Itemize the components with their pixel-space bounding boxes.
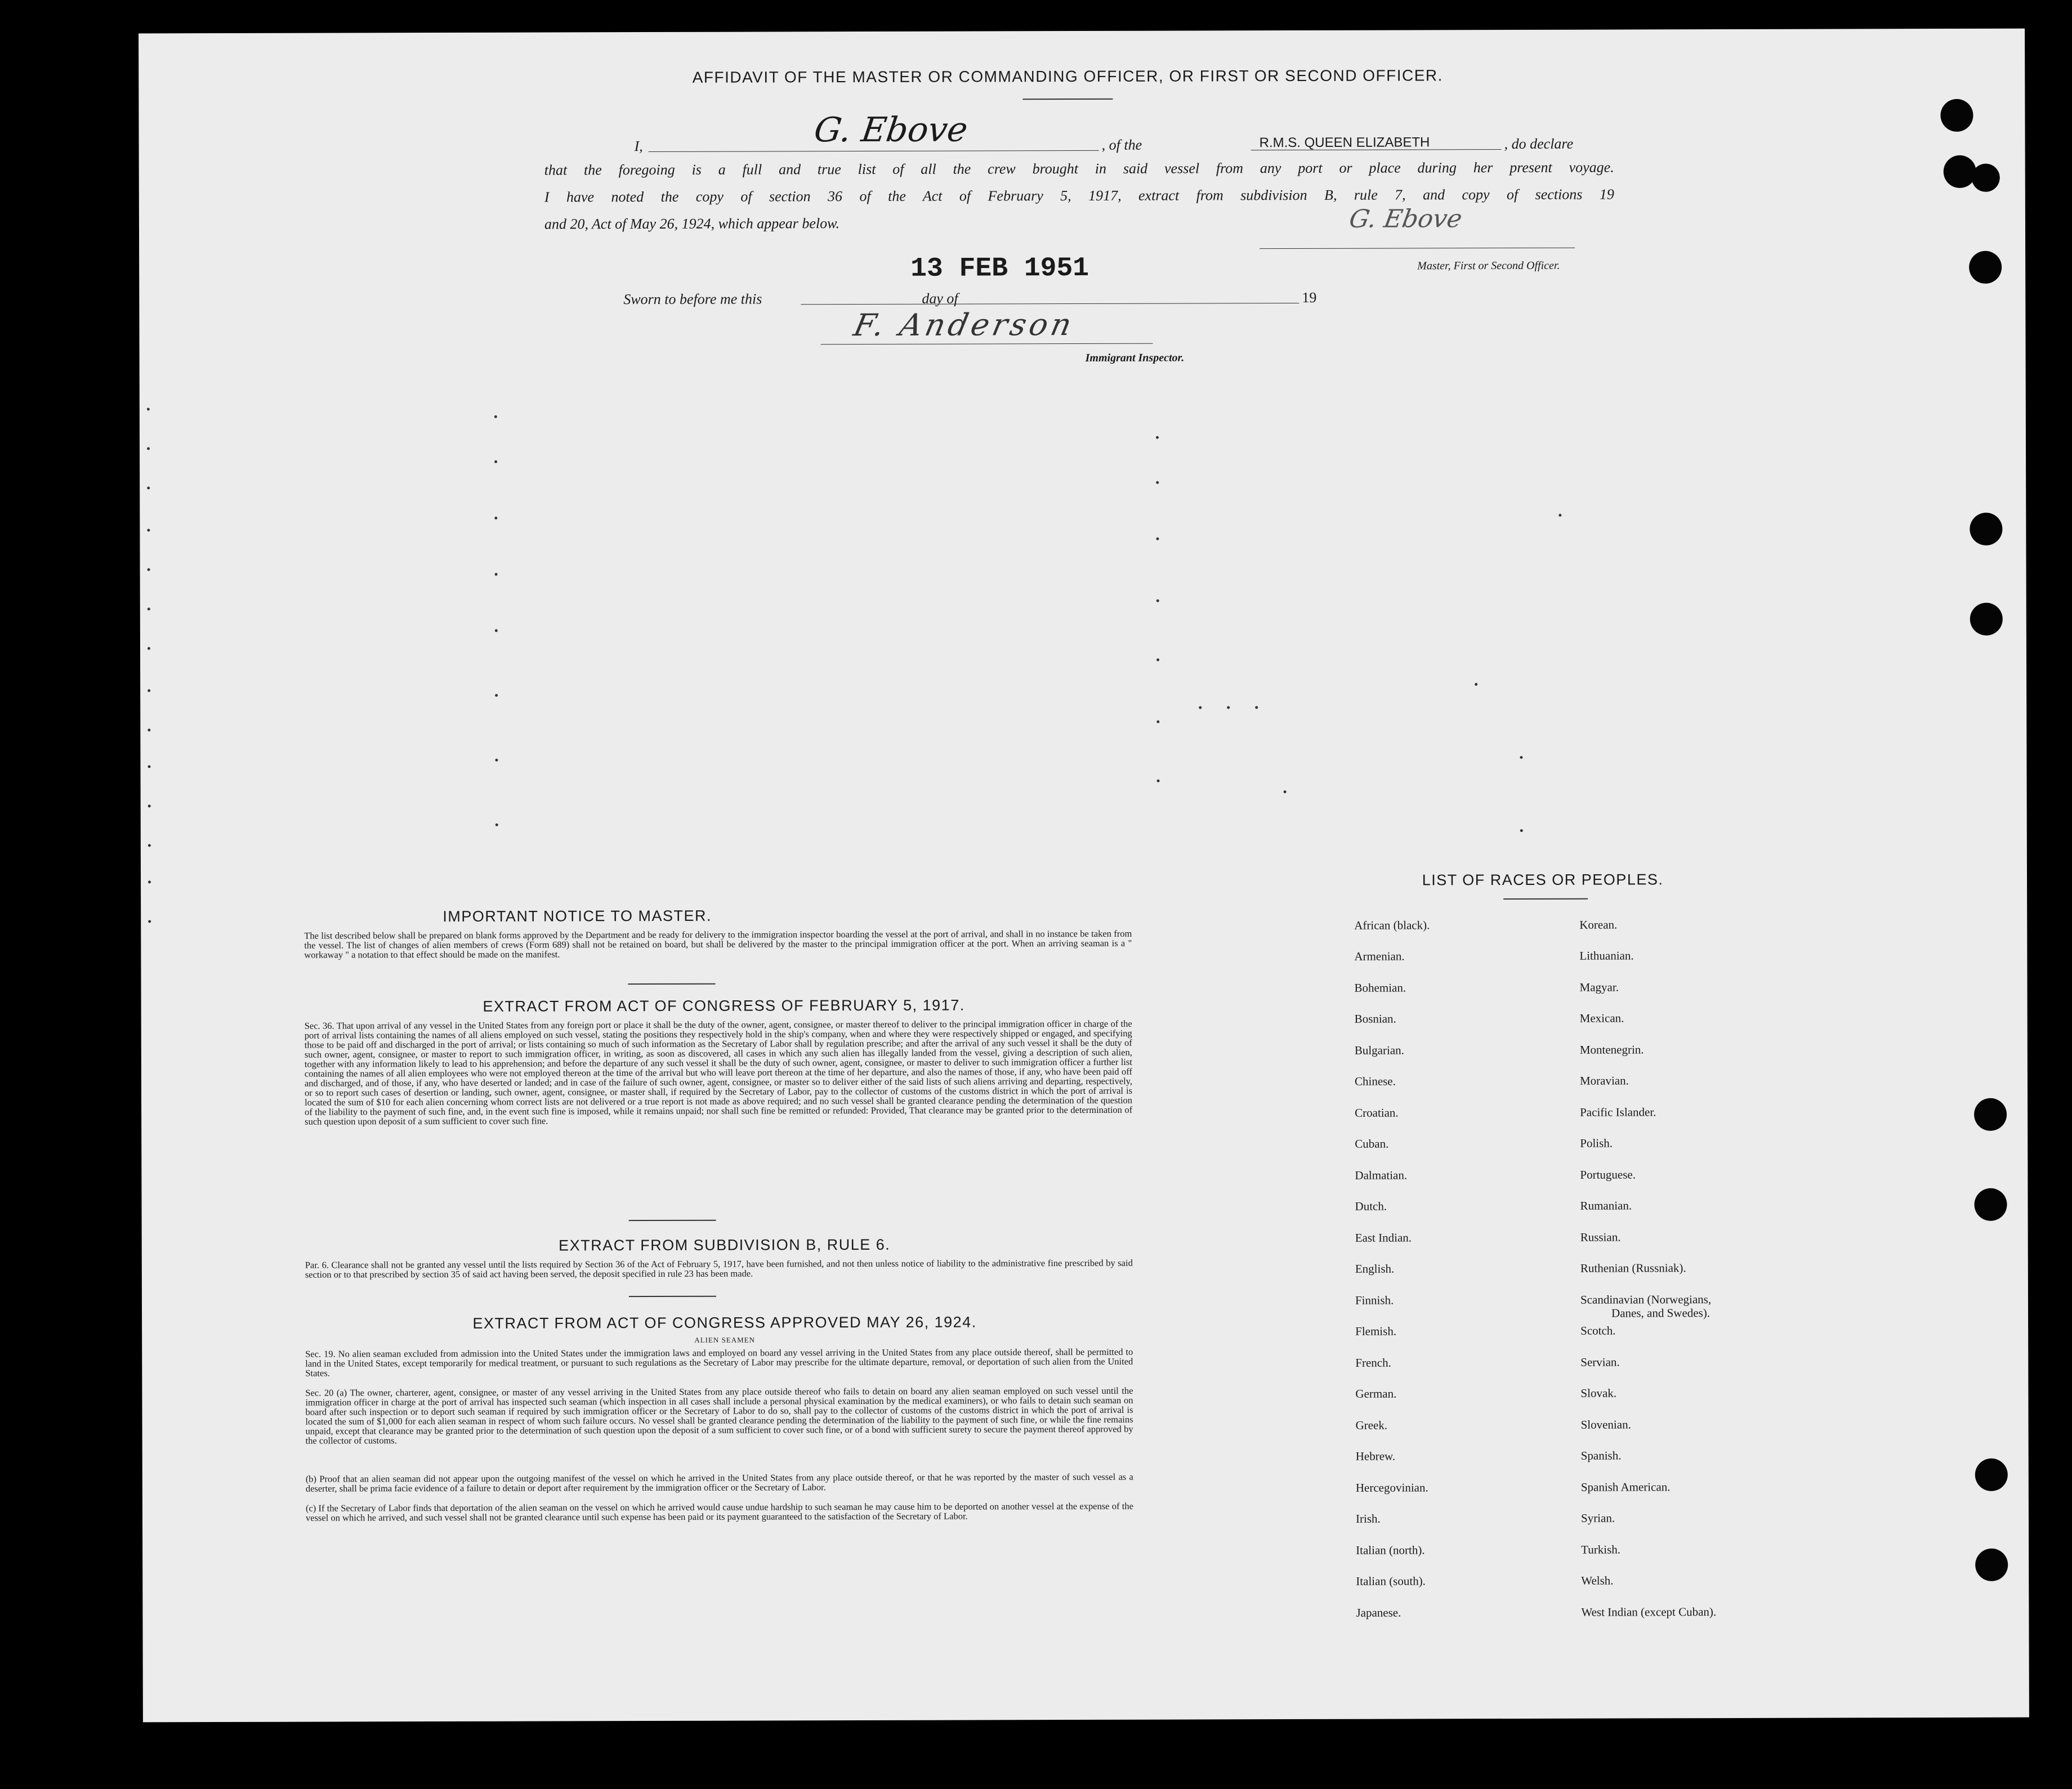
race-item: Italian (north). [1356, 1543, 1425, 1557]
year-prefix: 19 [1302, 289, 1317, 306]
race-item: Welsh. [1581, 1573, 1614, 1587]
speck [148, 804, 151, 807]
extract-1917-title: EXTRACT FROM ACT OF CONGRESS OF FEBRUARY 5, 1917. [483, 996, 965, 1015]
race-item: Mexican. [1579, 1011, 1624, 1025]
speck [1156, 436, 1159, 439]
race-item: Bohemian. [1354, 981, 1406, 995]
speck [1255, 706, 1258, 709]
punch-hole [1970, 513, 2002, 545]
race-item: Italian (south). [1356, 1574, 1426, 1588]
extract-1924-sec20b: (b) Proof that an alien seaman did not appear upon the outgoing manifest of the vessel on which he arrived in the United States from any place outside thereof, or that he was reported by the master of such vessel as a deserter, shall be prima facie evidence of a failure to detain or deport after requirement by the immigration officer or the Secretary of Labor. [305, 1471, 1133, 1494]
speck [1559, 514, 1561, 517]
rule6-title: EXTRACT FROM SUBDIVISION B, RULE 6. [559, 1236, 891, 1254]
race-item: Korean. [1579, 918, 1618, 932]
race-item: Croatian. [1355, 1106, 1399, 1120]
race-item: Finnish. [1355, 1293, 1394, 1307]
speck [1520, 756, 1522, 759]
extract-1924-sec20c: (c) If the Secretary of Labor finds that deportation of the alien seaman on the vessel on which he arrived would cause undue hardship to such seaman he may cause him to be deported on another vessel at the expense of the vessel on which he arrived, and such vessel shall not be granted clearance until such expense has been paid or its payment guaranteed to the satisfaction of the Secretary of Labor. [305, 1500, 1133, 1523]
speck [148, 647, 150, 650]
speck [1199, 706, 1202, 709]
extract-1917-text: Sec. 36. That upon arrival of any vessel in the United States from any foreign port or place it shall be the duty of the owner, agent, consignee, or master thereof to deliver to the principal immigration officer in charge of the port of arrival lists containing the names of all aliens employed on such vessel, stating the positions they respectively hold in the ship's company, when and where they were respectively shipped or engaged, and specifying those to be paid off and discharged in the port of arrival; or lists containing so much of such information as the Secretary of Labor shall by regulation prescribe; and after the arrival of any such vessel it shall be the duty of such owner, agent, consignee, or master to report to such immigration officer, in writing, as soon as discovered, all cases in which any such alien has illegally landed from the vessel, giving a description of such alien, together with any information likely to lead to his apprehension; and before the departure of any such vessel it shall be the duty of such owner, agent, consignee, or master to deliver to such immigration officer a further list containing the names of all alien employees who were not employed thereon at the time of the arrival but who will leave port thereon at the time of her departure, and also the names of those, if any, who have been paid off and discharged, and of those, if any, who have deserted or landed; and in case of the failure of such owner, agent, consignee, or master so to deliver either of the said lists of such aliens arriving and departing, respectively, or so to report such cases of desertion or landing, such owner, agent, consignee, or master shall, if required by the Secretary of Labor, pay to the collector of customs of the customs district in which the port of arrival is located the sum of $10 for each alien concerning whom correct lists are not delivered or a true report is not made as above required; and no such vessel shall be granted clearance pending the determination of the question of the liability to the payment of such fine, and, in the event such fine is imposed, while it remains unpaid; nor shall such fine be remitted or refunded: Provided, That clearance may be granted prior to the determination of such question upon deposit of a sum sufficient to cover such fine. [304, 1018, 1133, 1127]
speck [494, 460, 497, 463]
extract-1924-title: EXTRACT FROM ACT OF CONGRESS APPROVED MAY 26, 1924. [472, 1313, 977, 1332]
do-declare-label: , do declare [1504, 135, 1574, 153]
punch-hole [1944, 155, 1976, 188]
affidavit-line-4: and 20, Act of May 26, 1924, which appear below. [544, 215, 840, 232]
speck [147, 447, 150, 450]
punch-hole [1972, 164, 2000, 192]
race-item-continuation: Danes, and Swedes). [1611, 1306, 1711, 1320]
race-item: Flemish. [1355, 1324, 1397, 1338]
signer-underline [649, 150, 1099, 152]
speck [1520, 829, 1523, 832]
race-item: Dalmatian. [1355, 1168, 1408, 1182]
master-signature-line [1260, 248, 1575, 249]
race-item: Pacific Islander. [1580, 1105, 1656, 1119]
race-item: Hercegovinian. [1355, 1481, 1428, 1495]
speck [494, 415, 497, 418]
speck [1156, 721, 1159, 723]
race-item: English. [1355, 1262, 1395, 1276]
punch-hole [1975, 1549, 2008, 1581]
master-signature: G. Ebove [1347, 204, 1464, 234]
race-item: Syrian. [1580, 1511, 1615, 1525]
speck [148, 728, 150, 731]
speck [148, 607, 150, 610]
sworn-month-underline [967, 303, 1299, 305]
vessel-name: R.M.S. QUEEN ELIZABETH [1259, 135, 1430, 151]
speck [495, 573, 498, 576]
inspector-signature: F. Anderson [850, 307, 1078, 343]
race-item: Bosnian. [1354, 1012, 1396, 1026]
race-item: Servian. [1580, 1355, 1620, 1369]
speck [1156, 481, 1159, 484]
race-item: Scotch. [1580, 1323, 1616, 1338]
race-item: East Indian. [1355, 1231, 1412, 1245]
race-item: Bulgarian. [1354, 1043, 1404, 1057]
speck [148, 920, 151, 923]
race-item: Slovenian. [1580, 1417, 1631, 1432]
affidavit-i-label: I, [634, 138, 643, 155]
race-item: French. [1355, 1356, 1391, 1370]
speck [148, 880, 151, 883]
sworn-label: Sworn to before me this [623, 290, 762, 308]
affidavit-line-2: that the foregoing is a full and true list of all the crew brought in said vessel from any port or place during her present voyage. [544, 159, 1614, 178]
race-item: Spanish. [1580, 1448, 1622, 1462]
speck [147, 486, 150, 489]
punch-hole [1975, 1459, 2008, 1491]
race-item: Moravian. [1579, 1074, 1629, 1088]
speck [148, 765, 150, 768]
race-item: Chinese. [1354, 1074, 1396, 1088]
race-item: Turkish. [1581, 1542, 1621, 1557]
notice-title: IMPORTANT NOTICE TO MASTER. [443, 907, 712, 925]
speck [495, 759, 498, 762]
race-item: Slovak. [1580, 1386, 1617, 1400]
day-of-label: day of [922, 290, 958, 307]
speck [1227, 706, 1230, 709]
title-rule [1022, 99, 1113, 100]
race-item: Scandinavian (Norwegians, [1580, 1292, 1712, 1307]
speck [1156, 659, 1159, 661]
notice-text: The list described below shall be prepared on blank forms approved by the Department and be ready for delivery to the immigration inspector boarding the vessel at the port of arrival, and shall in no instance be taken from the vessel. The list of changes of alien members of crews (Form 689) shall not be retained on board, but shall be delivered by the master to the principal immigration officer at the port. When an arriving seaman is a " workaway " a notation to that effect should be made on the manifest. [304, 928, 1132, 960]
speck [148, 689, 150, 692]
speck [1284, 790, 1287, 793]
race-item: Dutch. [1355, 1199, 1387, 1213]
speck [148, 568, 150, 571]
races-title: LIST OF RACES OR PEOPLES. [1422, 871, 1664, 889]
speck [147, 408, 150, 410]
inspector-signature-line [821, 343, 1153, 345]
race-item: Polish. [1580, 1136, 1613, 1150]
speck [494, 517, 497, 520]
affidavit-line-3: I have noted the copy of section 36 of the Act of February 5, 1917, extract from subdivision B, rule 7, and copy of sections 19 [544, 186, 1614, 205]
speck [1156, 600, 1159, 602]
race-item: Portuguese. [1580, 1168, 1636, 1182]
race-item: Spanish American. [1580, 1480, 1671, 1494]
race-item: Ruthenian (Russniak). [1580, 1261, 1686, 1275]
document-page [139, 29, 2029, 1723]
speck [1157, 780, 1160, 782]
race-item: Lithuanian. [1579, 949, 1634, 963]
alien-seamen-subtitle: ALIEN SEAMEN [694, 1335, 756, 1344]
punch-hole [1969, 251, 2002, 284]
punch-hole [1974, 1098, 2007, 1131]
extract-1924-sec19: Sec. 19. No alien seaman excluded from admission into the United States under the immigration laws and employed on board any vessel arriving in the United States from any place outside thereof, shall be permitted to land in the United States, except temporarily for medical treatment, or pursuant to such regulations as the Secretary of Labor may prescribe for the ultimate departure, removal, or deportation of such alien from the United States. [305, 1346, 1133, 1379]
speck [495, 629, 498, 632]
punch-hole [1974, 1188, 2007, 1221]
inspector-caption: Immigrant Inspector. [1085, 351, 1185, 364]
rule6-text: Par. 6. Clearance shall not be granted any vessel until the lists required by Section 36 of the Act of February 5, 1917, have been furnished, and not then unless notice of liability to the administrative fine prescribed by said section or to that prescribed by section 35 of said act having been served, the deposit specified in rule 23 has been made. [305, 1257, 1133, 1280]
speck [148, 844, 151, 847]
extract-1917-rule [629, 1220, 716, 1221]
race-item: Rumanian. [1580, 1198, 1632, 1213]
speck [1475, 683, 1477, 686]
speck [1156, 538, 1159, 540]
races-rule [1503, 898, 1588, 900]
affidavit-title: AFFIDAVIT OF THE MASTER OR COMMANDING OFFICER, OR FIRST OR SECOND OFFICER. [692, 66, 1443, 86]
speck [147, 529, 150, 531]
race-item: Greek. [1355, 1418, 1388, 1432]
race-item: Armenian. [1354, 949, 1405, 963]
master-caption: Master, First or Second Officer. [1417, 259, 1560, 272]
race-item: West Indian (except Cuban). [1581, 1605, 1717, 1619]
race-item: Cuban. [1355, 1137, 1389, 1151]
race-item: Montenegrin. [1579, 1043, 1644, 1057]
race-item: Irish. [1355, 1511, 1381, 1526]
of-the-label: , of the [1101, 136, 1142, 153]
race-item: Magyar. [1579, 980, 1619, 994]
speck [495, 824, 498, 826]
punch-hole [1940, 99, 1973, 132]
speck [495, 694, 498, 697]
signer-signature: G. Ebove [811, 110, 971, 150]
date-stamp: 13 FEB 1951 [910, 253, 1089, 284]
race-item: Japanese. [1356, 1605, 1401, 1620]
race-item: Russian. [1580, 1230, 1621, 1244]
punch-hole [1970, 603, 2003, 636]
race-item: Hebrew. [1355, 1449, 1396, 1463]
race-item: African (black). [1354, 918, 1430, 932]
extract-1924-sec20a: Sec. 20 (a) The owner, charterer, agent, consignee, or master of any vessel arriving in the United States from any place outside thereof who fails to detain on board any alien seaman employed on such vessel until the immigration officer in charge at the port of arrival has inspected such seaman (which inspection in all cases shall include a personal physical examination by the medical examiners), or who fails to detain such seaman on board after such inspection or to deport such seaman if required by such immigration officer or the Secretary of Labor to do so, shall pay to the collector of customs of the customs district in which the port of arrival is located the sum of $1,000 for each alien seaman in respect of whom such failure occurs. No vessel shall be granted clearance pending the determination of the liability to the payment of such fine, or while the fine remains unpaid, except that clearance may be granted prior to the determination of such question upon the deposit of a sum sufficient to cover such fine, or of a bond with sufficient surety to secure the payment thereof approved by the collector of customs. [305, 1385, 1133, 1446]
notice-rule [628, 983, 716, 985]
race-item: German. [1355, 1387, 1397, 1401]
rule6-rule [629, 1296, 716, 1297]
